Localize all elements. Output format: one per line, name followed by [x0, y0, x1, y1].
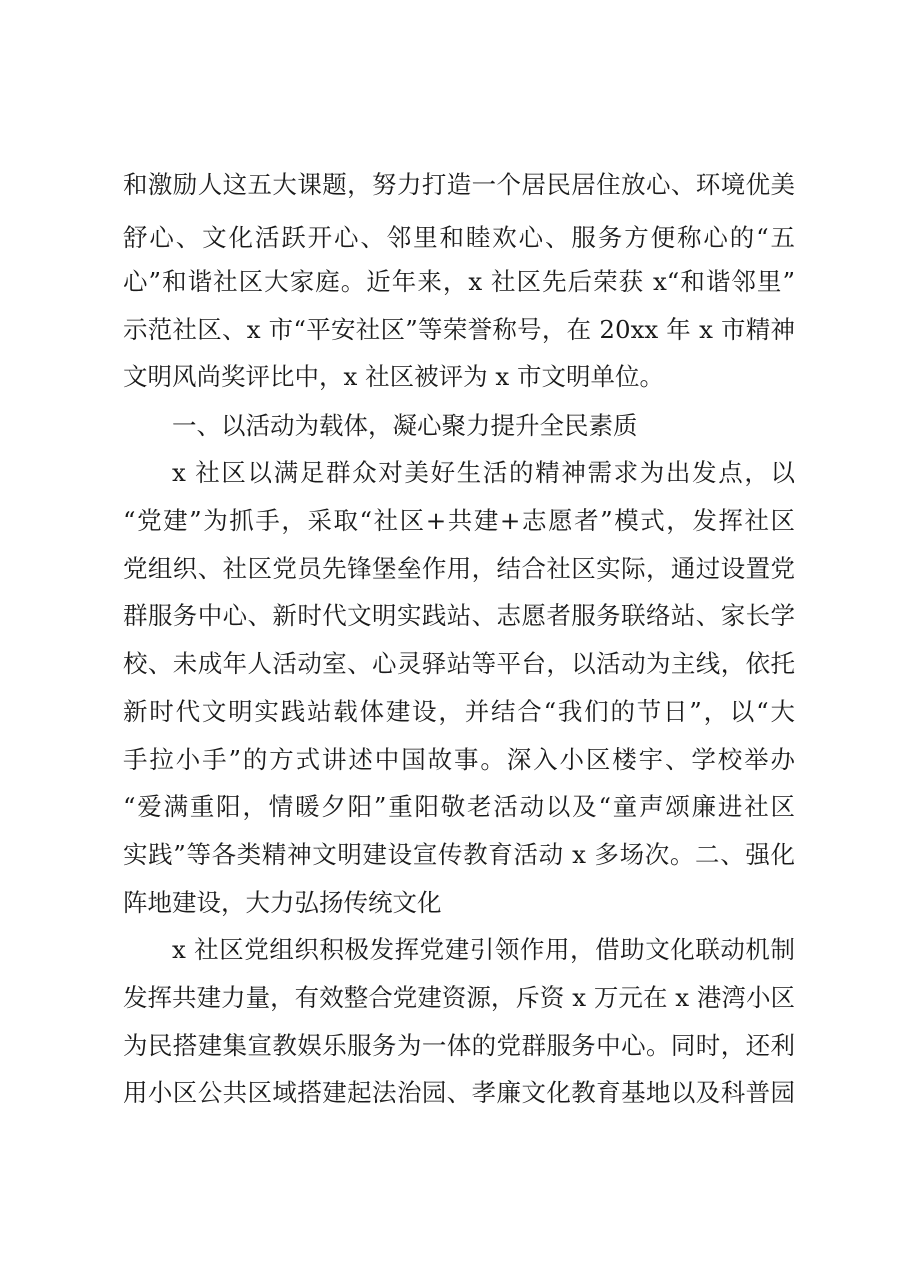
text-line: 和激励人这五大课题，努力打造一个居民居住放心、环境优美: [123, 170, 795, 199]
text-line: 发挥共建力量，有效整合党建资源，斥资 x 万元在 x 港湾小区: [123, 983, 795, 1012]
section-heading: 一、以活动为载体，凝心聚力提升全民素质: [172, 411, 638, 440]
text-line: 心”和谐社区大家庭。近年来，x 社区先后荣获 x“和谐邻里”: [123, 267, 795, 296]
text-line: 为民搭建集宣教娱乐服务为一体的党群服务中心。同时，还利: [123, 1031, 795, 1060]
text-line: “党建”为抓手，采取“社区+共建+志愿者”模式，发挥社区: [123, 506, 795, 535]
text-line: 用小区公共区域搭建起法治园、孝廉文化教育基地以及科普园: [123, 1078, 795, 1107]
text-line: 文明风尚奖评比中，x 社区被评为 x 市文明单位。: [123, 362, 664, 391]
text-line: 手拉小手”的方式讲述中国故事。深入小区楼宇、学校举办: [123, 745, 795, 774]
text-line: 党组织、社区党员先锋堡垒作用，结合社区实际，通过设置党: [123, 554, 795, 583]
text-line: 示范社区、x 市“平安社区”等荣誉称号，在 20xx 年 x 市精神: [123, 315, 795, 344]
text-line: 实践”等各类精神文明建设宣传教育活动 x 多场次。二、强化: [123, 840, 795, 869]
text-line: 群服务中心、新时代文明实践站、志愿者服务联络站、家长学: [123, 601, 795, 630]
text-line: 新时代文明实践站载体建设，并结合“我们的节日”，以“大: [123, 697, 795, 726]
text-line: x 社区党组织积极发挥党建引领作用，借助文化联动机制: [172, 935, 795, 964]
text-line: x 社区以满足群众对美好生活的精神需求为出发点，以: [172, 458, 795, 487]
text-line: 校、未成年人活动室、心灵驿站等平台，以活动为主线，依托: [123, 649, 795, 678]
text-line: 舒心、文化活跃开心、邻里和睦欢心、服务方便称心的“五: [123, 223, 795, 252]
text-line: 阵地建设，大力弘扬传统文化: [123, 888, 442, 917]
text-line: “爱满重阳，情暖夕阳”重阳敬老活动以及“童声颂廉进社区: [123, 792, 795, 821]
